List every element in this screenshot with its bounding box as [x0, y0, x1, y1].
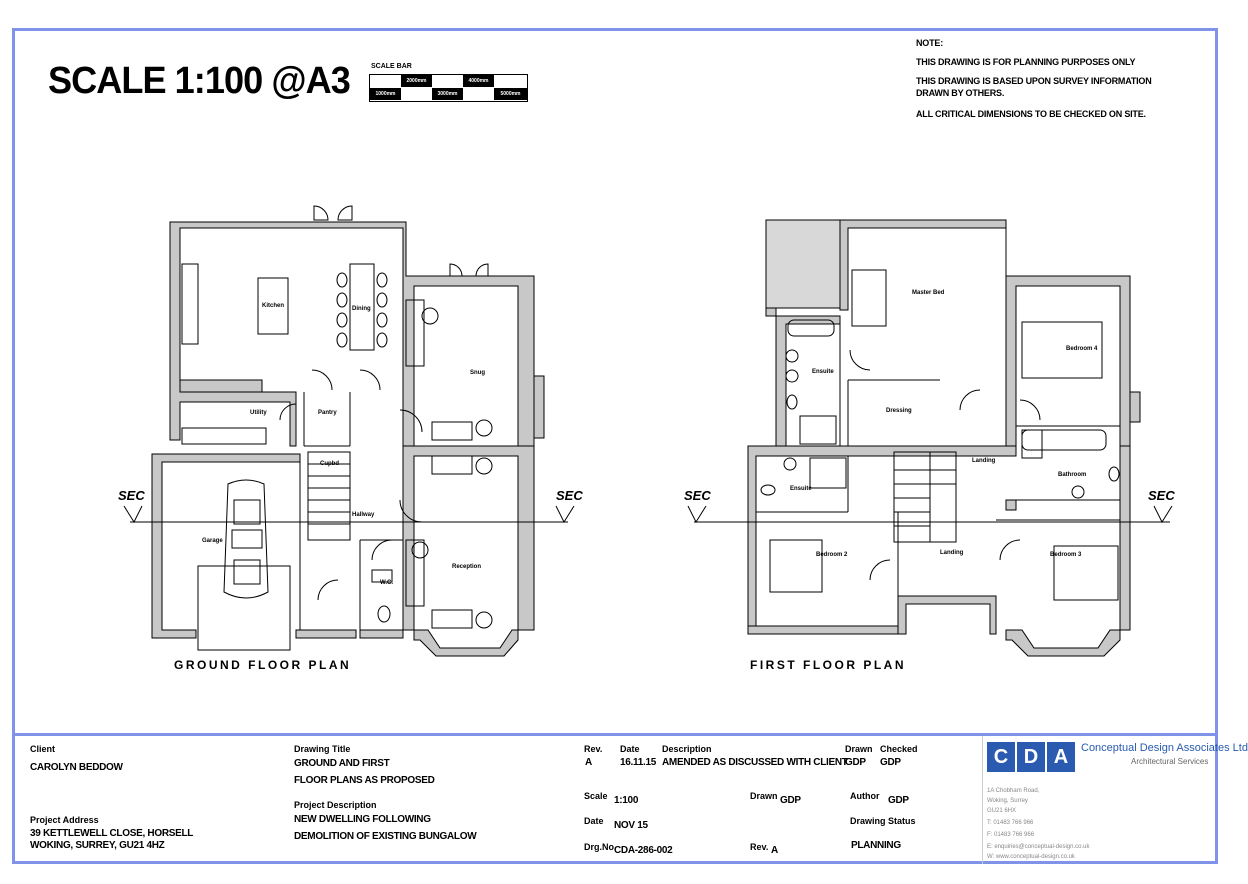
- drawing-title-label: Drawing Title: [294, 744, 351, 754]
- drgno-value: CDA-286-002: [614, 845, 673, 856]
- bath-main: [1022, 430, 1106, 450]
- project-desc-line: NEW DWELLING FOLLOWING: [294, 814, 431, 825]
- rev-drawn: GDP: [845, 757, 866, 768]
- scale-bar-5000: 5000mm: [494, 88, 527, 100]
- author-value: GDP: [888, 795, 909, 806]
- logo-letter: D: [1017, 742, 1045, 772]
- scale-bar-2000: 2000mm: [401, 75, 432, 87]
- car: [224, 480, 268, 598]
- room-dining: Dining: [352, 306, 371, 312]
- scale-bar-3000: 3000mm: [432, 88, 463, 100]
- note-line: ALL CRITICAL DIMENSIONS TO BE CHECKED ON SITE.: [916, 109, 1146, 119]
- logo-letter: A: [1047, 742, 1075, 772]
- roof-void: [766, 220, 840, 308]
- drawn2-label: Drawn: [750, 791, 778, 801]
- note-line: DRAWN BY OTHERS.: [916, 88, 1005, 98]
- project-desc-label: Project Description: [294, 800, 377, 810]
- room-snug: Snug: [470, 370, 485, 376]
- logo-letter: C: [987, 742, 1015, 772]
- company-web: W: www.conceptual-design.co.uk: [987, 854, 1075, 860]
- section-marker: SEC: [556, 488, 583, 503]
- scale-bar-1000: 1000mm: [370, 88, 401, 100]
- rev2-value: A: [771, 845, 778, 856]
- scale-bar-label: SCALE BAR: [371, 63, 412, 70]
- room-dressing: Dressing: [886, 408, 912, 414]
- company-address: 1A Chobham Road,: [987, 788, 1040, 794]
- drawing-title-line: GROUND AND FIRST: [294, 758, 390, 769]
- room-ensuite: Ensuite: [812, 369, 834, 375]
- project-desc-line: DEMOLITION OF EXISTING BUNGALOW: [294, 831, 477, 842]
- room-landing: Landing: [972, 458, 996, 464]
- company-address: GU21 6HX: [987, 808, 1017, 814]
- author-label: Author: [850, 791, 880, 801]
- date2-value: NOV 15: [614, 820, 648, 831]
- company-address: Woking, Surrey: [987, 798, 1028, 804]
- room-kitchen: Kitchen: [262, 303, 285, 309]
- rev-value: A: [585, 757, 592, 768]
- first-floor-title: FIRST FLOOR PLAN: [750, 658, 906, 672]
- rev2-label: Rev.: [750, 842, 769, 852]
- room-landing-2: Landing: [940, 550, 964, 556]
- room-cupbd: Cupbd: [320, 461, 339, 467]
- first-stairs: [894, 452, 956, 542]
- company-name: Conceptual Design Associates Ltd: [1081, 742, 1248, 754]
- company-email: E: enquiries@conceptual-design.co.uk: [987, 844, 1090, 850]
- address-label: Project Address: [30, 815, 99, 825]
- section-marker: SEC: [1148, 488, 1175, 503]
- note-line: THIS DRAWING IS BASED UPON SURVEY INFORMATION: [916, 76, 1152, 86]
- address-line: WOKING, SURREY, GU21 4HZ: [30, 840, 165, 851]
- company-tel: T: 01483 766 966: [987, 820, 1034, 826]
- section-marker: SEC: [684, 488, 711, 503]
- note-heading: NOTE:: [916, 38, 943, 48]
- drgno-label: Drg.No: [584, 842, 614, 852]
- client-label: Client: [30, 744, 56, 754]
- room-utility: Utility: [250, 410, 267, 416]
- room-master-bed: Master Bed: [912, 290, 945, 296]
- description-label: Description: [662, 744, 712, 754]
- room-bedroom-2: Bedroom 2: [816, 552, 848, 558]
- room-ensuite-2: Ensuite: [790, 486, 812, 492]
- company-block: [982, 736, 1248, 864]
- room-pantry: Pantry: [318, 410, 337, 416]
- rev-date: 16.11.15: [620, 757, 656, 768]
- date-label: Date: [620, 744, 640, 754]
- room-hallway: Hallway: [352, 512, 375, 518]
- room-reception: Reception: [452, 564, 482, 570]
- bed-master: [852, 270, 886, 326]
- scale-value: 1:100: [614, 795, 639, 806]
- date2-label: Date: [584, 816, 604, 826]
- checked-label: Checked: [880, 744, 918, 754]
- company-fax: F: 01483 766 966: [987, 832, 1035, 838]
- drawing-title-line: FLOOR PLANS AS PROPOSED: [294, 775, 435, 786]
- status-value: PLANNING: [851, 840, 901, 851]
- section-marker: SEC: [118, 488, 145, 503]
- room-bathroom: Bathroom: [1058, 472, 1087, 478]
- company-tagline: Architectural Services: [1131, 757, 1209, 766]
- rev-description: AMENDED AS DISCUSSED WITH CLIENT: [662, 757, 848, 768]
- client-value: CAROLYN BEDDOW: [30, 762, 123, 773]
- scale-title: SCALE 1:100 @A3: [48, 60, 350, 102]
- room-garage: Garage: [202, 538, 223, 544]
- note-line: THIS DRAWING IS FOR PLANNING PURPOSES ONLY: [916, 57, 1136, 67]
- rev-checked: GDP: [880, 757, 901, 768]
- ground-floor-title: GROUND FLOOR PLAN: [174, 658, 352, 672]
- room-wc: W.C.: [380, 580, 393, 586]
- drawn-label: Drawn: [845, 744, 873, 754]
- scale-bar-4000: 4000mm: [463, 75, 494, 87]
- rev-label: Rev.: [584, 744, 603, 754]
- room-bedroom-4: Bedroom 4: [1066, 346, 1098, 352]
- address-line: 39 KETTLEWELL CLOSE, HORSELL: [30, 828, 194, 839]
- bed-2: [770, 540, 822, 592]
- room-bedroom-3: Bedroom 3: [1050, 552, 1082, 558]
- drawn2-value: GDP: [780, 795, 801, 806]
- status-label: Drawing Status: [850, 816, 916, 826]
- scale-label: Scale: [584, 791, 608, 801]
